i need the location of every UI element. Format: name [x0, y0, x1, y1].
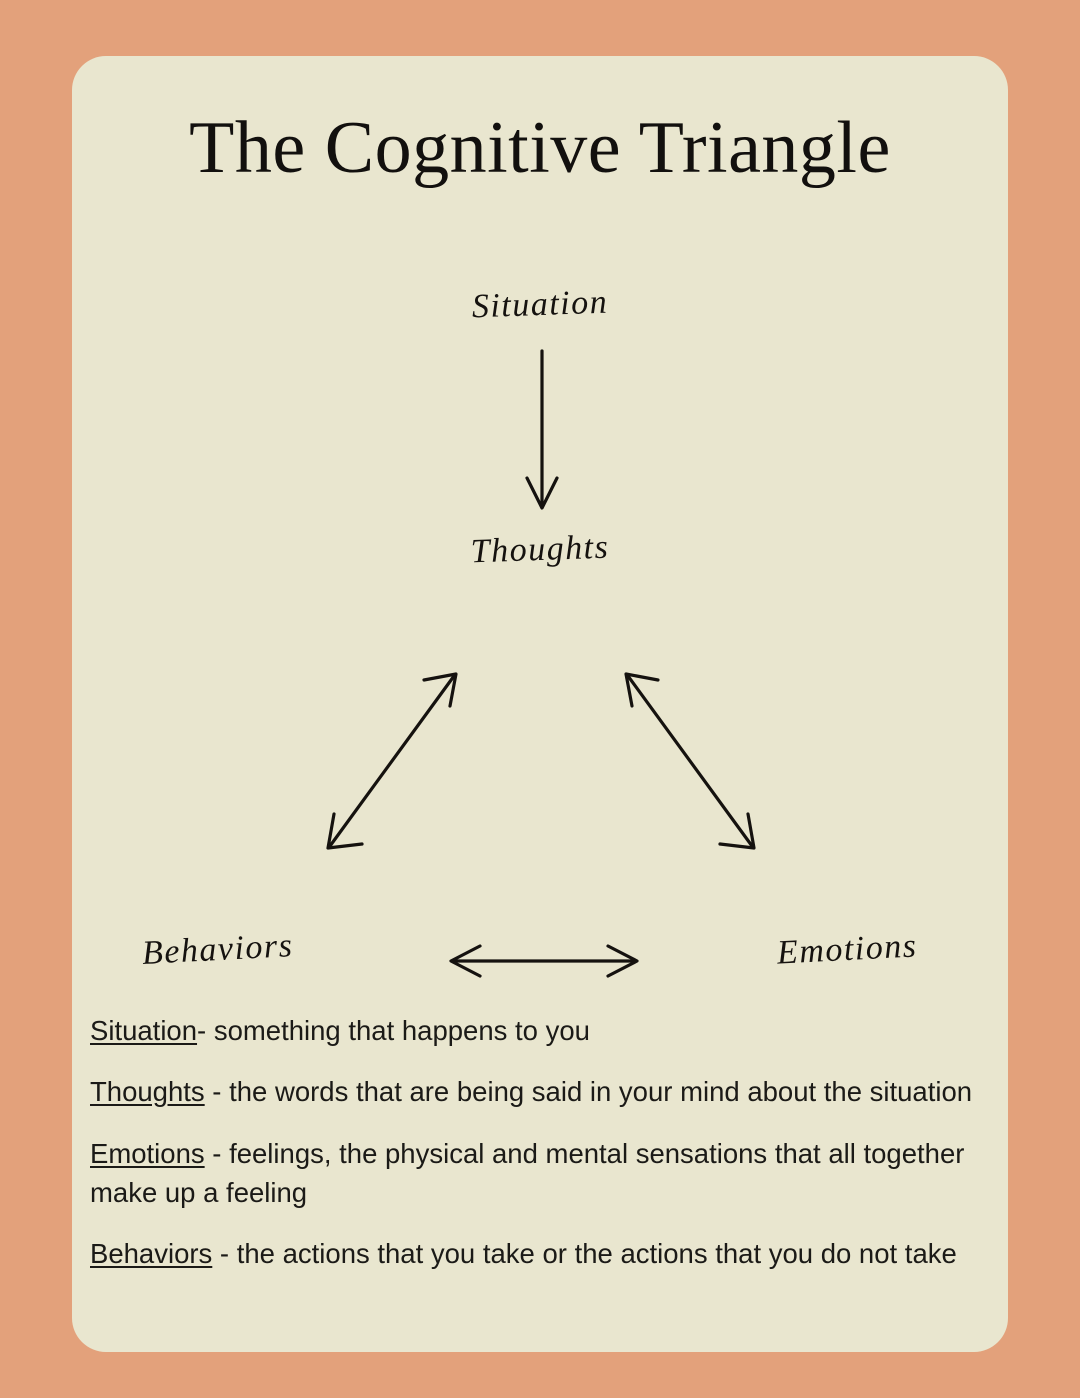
- arrow-situation-to-thoughts: [527, 351, 557, 508]
- node-label-emotions: Emotions: [776, 927, 919, 972]
- definition-text-thoughts: - the words that are being said in your mind about the situation: [204, 1076, 973, 1108]
- definitions-list: [90, 1011, 990, 1296]
- definition-emotions: [90, 1134, 990, 1213]
- arrow-layer: [72, 206, 1008, 996]
- arrow-behaviors-to-emotions: [451, 946, 637, 976]
- cognitive-triangle-diagram: [72, 206, 1008, 996]
- node-label-thoughts: Thoughts: [470, 528, 610, 571]
- definition-text-emotions: - feelings, the physical and mental sensations that all together make up a feeling: [90, 1137, 965, 1208]
- node-label-behaviors: Behaviors: [141, 927, 295, 972]
- definition-text-situation: - something that happens to you: [197, 1015, 590, 1046]
- node-label-situation: Situation: [471, 283, 609, 326]
- definition-term-thoughts: Thoughts: [90, 1076, 205, 1108]
- definition-term-behaviors: Behaviors: [90, 1238, 213, 1270]
- definition-situation: [90, 1011, 990, 1050]
- definition-term-situation: Situation: [90, 1015, 198, 1046]
- definition-term-emotions: Emotions: [90, 1137, 205, 1169]
- poster-card: [72, 56, 1008, 1352]
- page-title: The Cognitive Triangle: [189, 107, 891, 189]
- definition-thoughts: [90, 1072, 990, 1111]
- definition-behaviors: [90, 1234, 990, 1273]
- arrow-thoughts-to-behaviors: [328, 674, 456, 848]
- arrow-thoughts-to-emotions: [626, 674, 754, 848]
- definition-text-behaviors: - the actions that you take or the actions that you do not take: [212, 1238, 957, 1270]
